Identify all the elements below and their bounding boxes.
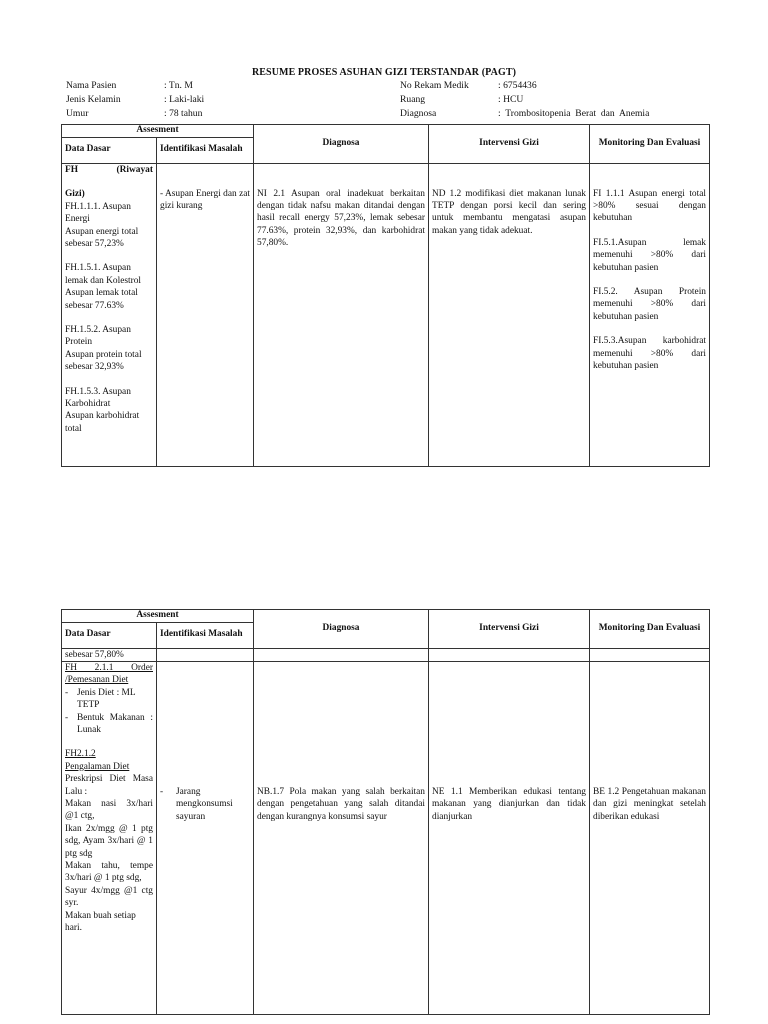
intervensi-cell — [429, 163, 590, 466]
data-dasar-header: Data Dasar — [62, 137, 157, 163]
patient-name-label: Nama Pasien — [66, 80, 117, 91]
diet-item: Sayur 4x/mgg @1 ctg syr. — [65, 885, 153, 909]
intervensi-cell — [429, 661, 590, 1014]
identifikasi-cell — [157, 661, 254, 1014]
intervensi-text: ND 1.2 modifikasi diet makanan lunak TETP dengan porsi kecil dan sering untuk membantu mengatasi asupan makan yang tidak adekuat. — [432, 188, 586, 236]
identifikasi-text: Jarang mengkonsumsi sayuran — [176, 786, 233, 822]
fh-block-energi: FH.1.1.1. Asupan Energi Asupan energi total sebesar 57,23% — [65, 201, 139, 249]
pagt-table-1 — [61, 124, 710, 467]
identifikasi-cell — [157, 163, 254, 466]
pagt-table-2 — [61, 609, 710, 1015]
monitoring-cell — [590, 163, 710, 466]
fh211-title: FH 2.1.1 Order /Pemesanan Diet — [65, 662, 153, 686]
medical-record-label: No Rekam Medik — [400, 80, 469, 91]
medical-record-value: : 6754436 — [498, 80, 537, 91]
diagnosis-label: Diagnosa — [400, 108, 437, 119]
continuation-text: sebesar 57,80% — [62, 648, 157, 661]
age-value: : 78 tahun — [164, 108, 203, 119]
age-label: Umur — [66, 108, 89, 119]
monitoring-lemak: FI.5.1.Asupan lemak memenuhi >80% dari kebutuhan pasien — [593, 237, 706, 273]
document-title: RESUME PROSES ASUHAN GIZI TERSTANDAR (PAGT) — [251, 67, 517, 78]
identifikasi-header: Identifikasi Masalah — [157, 137, 254, 163]
monitoring-header: Monitoring Dan Evaluasi — [590, 125, 710, 164]
room-label: Ruang — [400, 94, 426, 105]
monitoring-text: BE 1.2 Pengetahuan makanan dan gizi meningkat setelah diberikan edukasi — [593, 786, 706, 822]
intervensi-header: Intervensi Gizi — [429, 125, 590, 164]
diet-item: Makan nasi 3x/hari @1 ctg, — [65, 798, 153, 822]
diagnosa-header: Diagnosa — [254, 125, 429, 164]
diagnosa-cell — [254, 661, 429, 1014]
diet-item: Makan buah setiap hari. — [65, 910, 136, 934]
fh-block-lemak: FH.1.5.1. Asupan lemak dan Kolestrol Asupan lemak total sebesar 77.63% — [65, 263, 142, 311]
jenis-diet-item: - Jenis Diet : ML TETP — [65, 687, 136, 711]
diet-item: Ikan 2x/mgg @ 1 ptg sdg, Ayam 3x/hari @ 1 ptg sdg — [65, 823, 153, 859]
diagnosa-cell — [254, 163, 429, 466]
fh-block-protein: FH.1.5.2. Asupan Protein Asupan protein total sebesar 32,93% — [65, 324, 142, 373]
data-dasar-cell — [62, 661, 157, 1014]
assesment-header: Assesment — [62, 125, 254, 138]
intervensi-header: Intervensi Gizi — [429, 610, 590, 649]
fh-heading: FH (Riwayat — [65, 164, 153, 175]
diagnosa-text: NI 2.1 Asupan oral inadekuat berkaitan dengan tidak nafsu makan ditandai dengan hasil recall energy 57,23%, lemak sebesar 77.63%, protein 32,93%, dan karbohidrat 57,80%. — [257, 188, 425, 249]
identifikasi-header: Identifikasi Masalah — [157, 622, 254, 648]
intervensi-text: NE 1.1 Memberikan edukasi tentang makanan yang dianjurkan dan tidak dianjurkan — [432, 786, 586, 822]
bentuk-makanan-item: - Bentuk Makanan : Lunak — [65, 712, 153, 735]
preskripsi-diet: Preskripsi Diet Masa Lalu : — [65, 774, 153, 797]
fh212-code: FH2.1.2 — [65, 749, 96, 760]
diagnosis-value: : Trombositopenia Berat dan Anemia — [498, 108, 650, 119]
fh212-title: Pengalaman Diet — [65, 761, 130, 772]
monitoring-energi: FI 1.1.1 Asupan energi total >80% sesuai dengan kebutuhan — [593, 188, 706, 224]
monitoring-header: Monitoring Dan Evaluasi — [590, 610, 710, 649]
data-dasar-cell: FH (Riwayat Gizi) FH.1.1.1. Asupan Energi Asupan energi total sebesar 57,23% FH.1.5.1. Asupan lemak dan Kolestrol Asupan lemak total sebesar 77.63% FH.1.5.2. Asupan Protein Asupan protein total sebesar 32,93% FH.1.5.3. Asupan Karbohidrat Asupan karbohidrat total — [62, 163, 157, 466]
identifikasi-dash: - — [160, 786, 164, 797]
gender-label: Jenis Kelamin — [66, 94, 121, 105]
diet-item: Makan tahu, tempe 3x/hari @ 1 ptg sdg, — [65, 861, 153, 884]
fh-block-karbohidrat: FH.1.5.3. Asupan Karbohidrat Asupan karbohidrat total — [65, 386, 140, 434]
gender-value: : Laki-laki — [164, 94, 205, 105]
room-value: : HCU — [498, 94, 524, 105]
diagnosa-header: Diagnosa — [254, 610, 429, 649]
monitoring-karbohidrat: FI.5.3.Asupan karbohidrat memenuhi >80% dari kebutuhan pasien — [593, 336, 706, 371]
monitoring-protein: FI.5.2. Asupan Protein memenuhi >80% dari kebutuhan pasien — [593, 286, 706, 322]
patient-name-value: : Tn. M — [164, 80, 193, 91]
identifikasi-text: - Asupan Energi dan zat gizi kurang — [160, 188, 250, 211]
monitoring-cell — [590, 661, 710, 1014]
diagnosa-text: NB.1.7 Pola makan yang salah berkaitan dengan pengetahuan yang salah ditandai dengan kurangnya konsumsi sayur — [257, 786, 425, 822]
data-dasar-header: Data Dasar — [62, 622, 157, 648]
assesment-header: Assesment — [62, 610, 254, 623]
